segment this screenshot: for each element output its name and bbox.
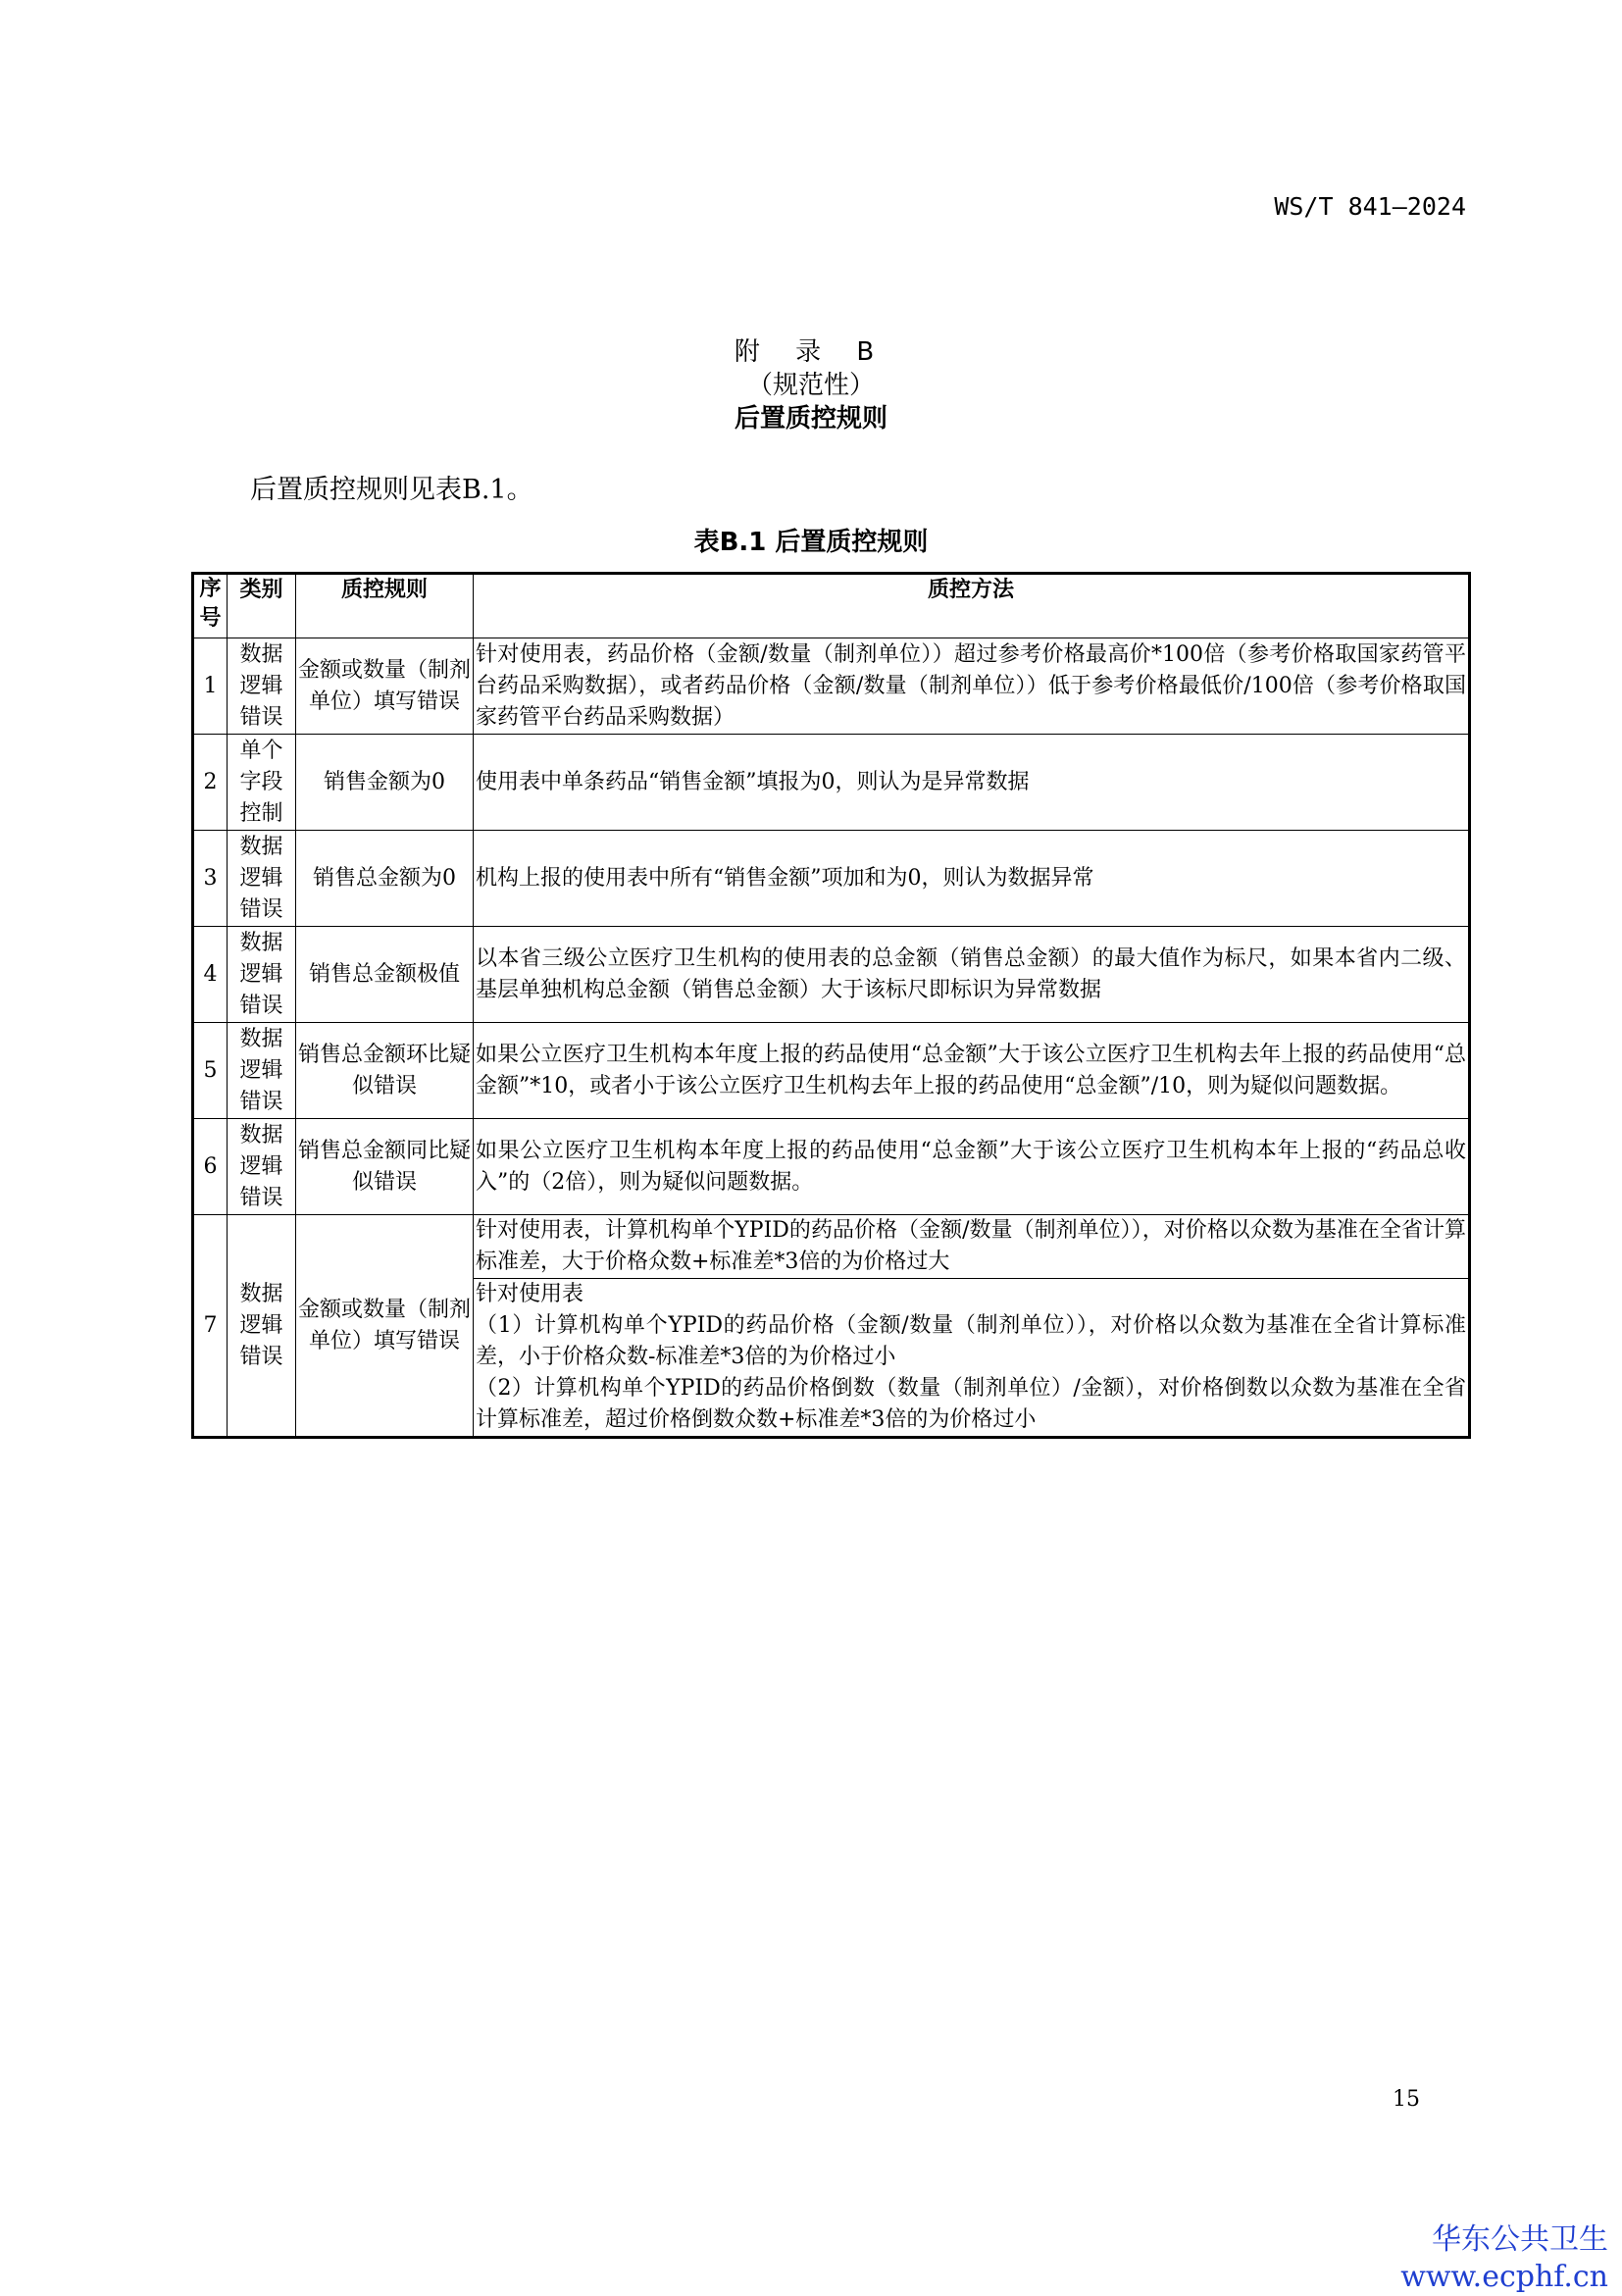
row-no: 2 [193, 735, 228, 831]
row-rule: 销售总金额同比疑似错误 [296, 1119, 474, 1215]
table-row [193, 1119, 1470, 1215]
appendix-title: 后置质控规则 [734, 404, 887, 434]
row-category: 数据逻辑错误 [228, 1119, 296, 1215]
intro-paragraph: 后置质控规则见表B.1。 [250, 475, 533, 505]
row-no: 4 [193, 927, 228, 1023]
row-category: 数据逻辑错误 [228, 1215, 296, 1438]
row-method: 使用表中单条药品“销售金额”填报为0，则认为是异常数据 [474, 735, 1470, 831]
watermark-url: www.ecphf.cn [1400, 2260, 1608, 2294]
row-method: 如果公立医疗卫生机构本年度上报的药品使用“总金额”大于该公立医疗卫生机构去年上报的药品使用“总金额”*10，或者小于该公立医疗卫生机构去年上报的药品使用“总金额”/10，则为疑似问题数据。 [474, 1023, 1470, 1119]
table-row [193, 1215, 1470, 1438]
header-rule: 质控规则 [296, 574, 474, 638]
row-category: 数据逻辑错误 [228, 638, 296, 735]
row-category: 数据逻辑错误 [228, 927, 296, 1023]
table-caption: 表B.1 后置质控规则 [693, 528, 929, 557]
row-method [474, 1215, 1470, 1438]
table-row [193, 927, 1470, 1023]
row-category: 数据逻辑错误 [228, 1023, 296, 1119]
header-category: 类别 [228, 574, 296, 638]
row-no: 7 [193, 1215, 228, 1438]
appendix-label: 附 录 B [734, 337, 888, 367]
row-category: 单个字段控制 [228, 735, 296, 831]
row-no: 3 [193, 831, 228, 927]
appendix-heading [0, 335, 1622, 435]
row-rule: 金额或数量（制剂单位）填写错误 [296, 638, 474, 735]
method-part-b-item-2: （2）计算机构单个YPID的药品价格倒数（数量（制剂单位）/金额），对价格倒数以众数为基准在全省计算标准差，超过价格倒数众数+标准差*3倍的为价格过小 [476, 1376, 1466, 1432]
table-row [193, 1023, 1470, 1119]
method-part-b-intro: 针对使用表 [476, 1282, 584, 1306]
row-rule: 销售总金额为0 [296, 831, 474, 927]
header-method: 质控方法 [474, 574, 1470, 638]
row-method: 如果公立医疗卫生机构本年度上报的药品使用“总金额”大于该公立医疗卫生机构本年上报的“药品总收入”的（2倍），则为疑似问题数据。 [474, 1119, 1470, 1215]
row-rule: 销售总金额环比疑似错误 [296, 1023, 474, 1119]
quality-control-rules-table [191, 572, 1471, 1439]
table-header-row [193, 574, 1470, 638]
method-part-b [474, 1278, 1468, 1436]
row-no: 1 [193, 638, 228, 735]
row-rule: 销售总金额极值 [296, 927, 474, 1023]
row-category: 数据逻辑错误 [228, 831, 296, 927]
method-part-b-item-1: （1）计算机构单个YPID的药品价格（金额/数量（制剂单位）），对价格以众数为基准在全省计算标准差，小于价格众数-标准差*3倍的为价格过小 [476, 1313, 1466, 1369]
document-code: WS/T 841—2024 [1274, 192, 1466, 221]
table-row [193, 735, 1470, 831]
header-no: 序号 [193, 574, 228, 638]
page-number: 15 [1393, 2087, 1420, 2112]
row-rule: 金额或数量（制剂单位）填写错误 [296, 1215, 474, 1438]
row-no: 6 [193, 1119, 228, 1215]
row-no: 5 [193, 1023, 228, 1119]
appendix-nature: （规范性） [746, 371, 875, 400]
table-row [193, 831, 1470, 927]
watermark-name: 华东公共卫生 [1432, 2222, 1608, 2257]
row-method: 针对使用表，药品价格（金额/数量（制剂单位））超过参考价格最高价*100倍（参考价格取国家药管平台药品采购数据），或者药品价格（金额/数量（制剂单位））低于参考价格最低价/100倍（参考价格取国家药管平台药品采购数据） [474, 638, 1470, 735]
method-part-a: 针对使用表，计算机构单个YPID的药品价格（金额/数量（制剂单位）），对价格以众数为基准在全省计算标准差，大于价格众数+标准差*3倍的为价格过大 [476, 1218, 1466, 1274]
row-method: 机构上报的使用表中所有“销售金额”项加和为0，则认为数据异常 [474, 831, 1470, 927]
table-row [193, 638, 1470, 735]
row-method: 以本省三级公立医疗卫生机构的使用表的总金额（销售总金额）的最大值作为标尺，如果本省内二级、基层单独机构总金额（销售总金额）大于该标尺即标识为异常数据 [474, 927, 1470, 1023]
watermark [1400, 2221, 1608, 2296]
row-rule: 销售金额为0 [296, 735, 474, 831]
